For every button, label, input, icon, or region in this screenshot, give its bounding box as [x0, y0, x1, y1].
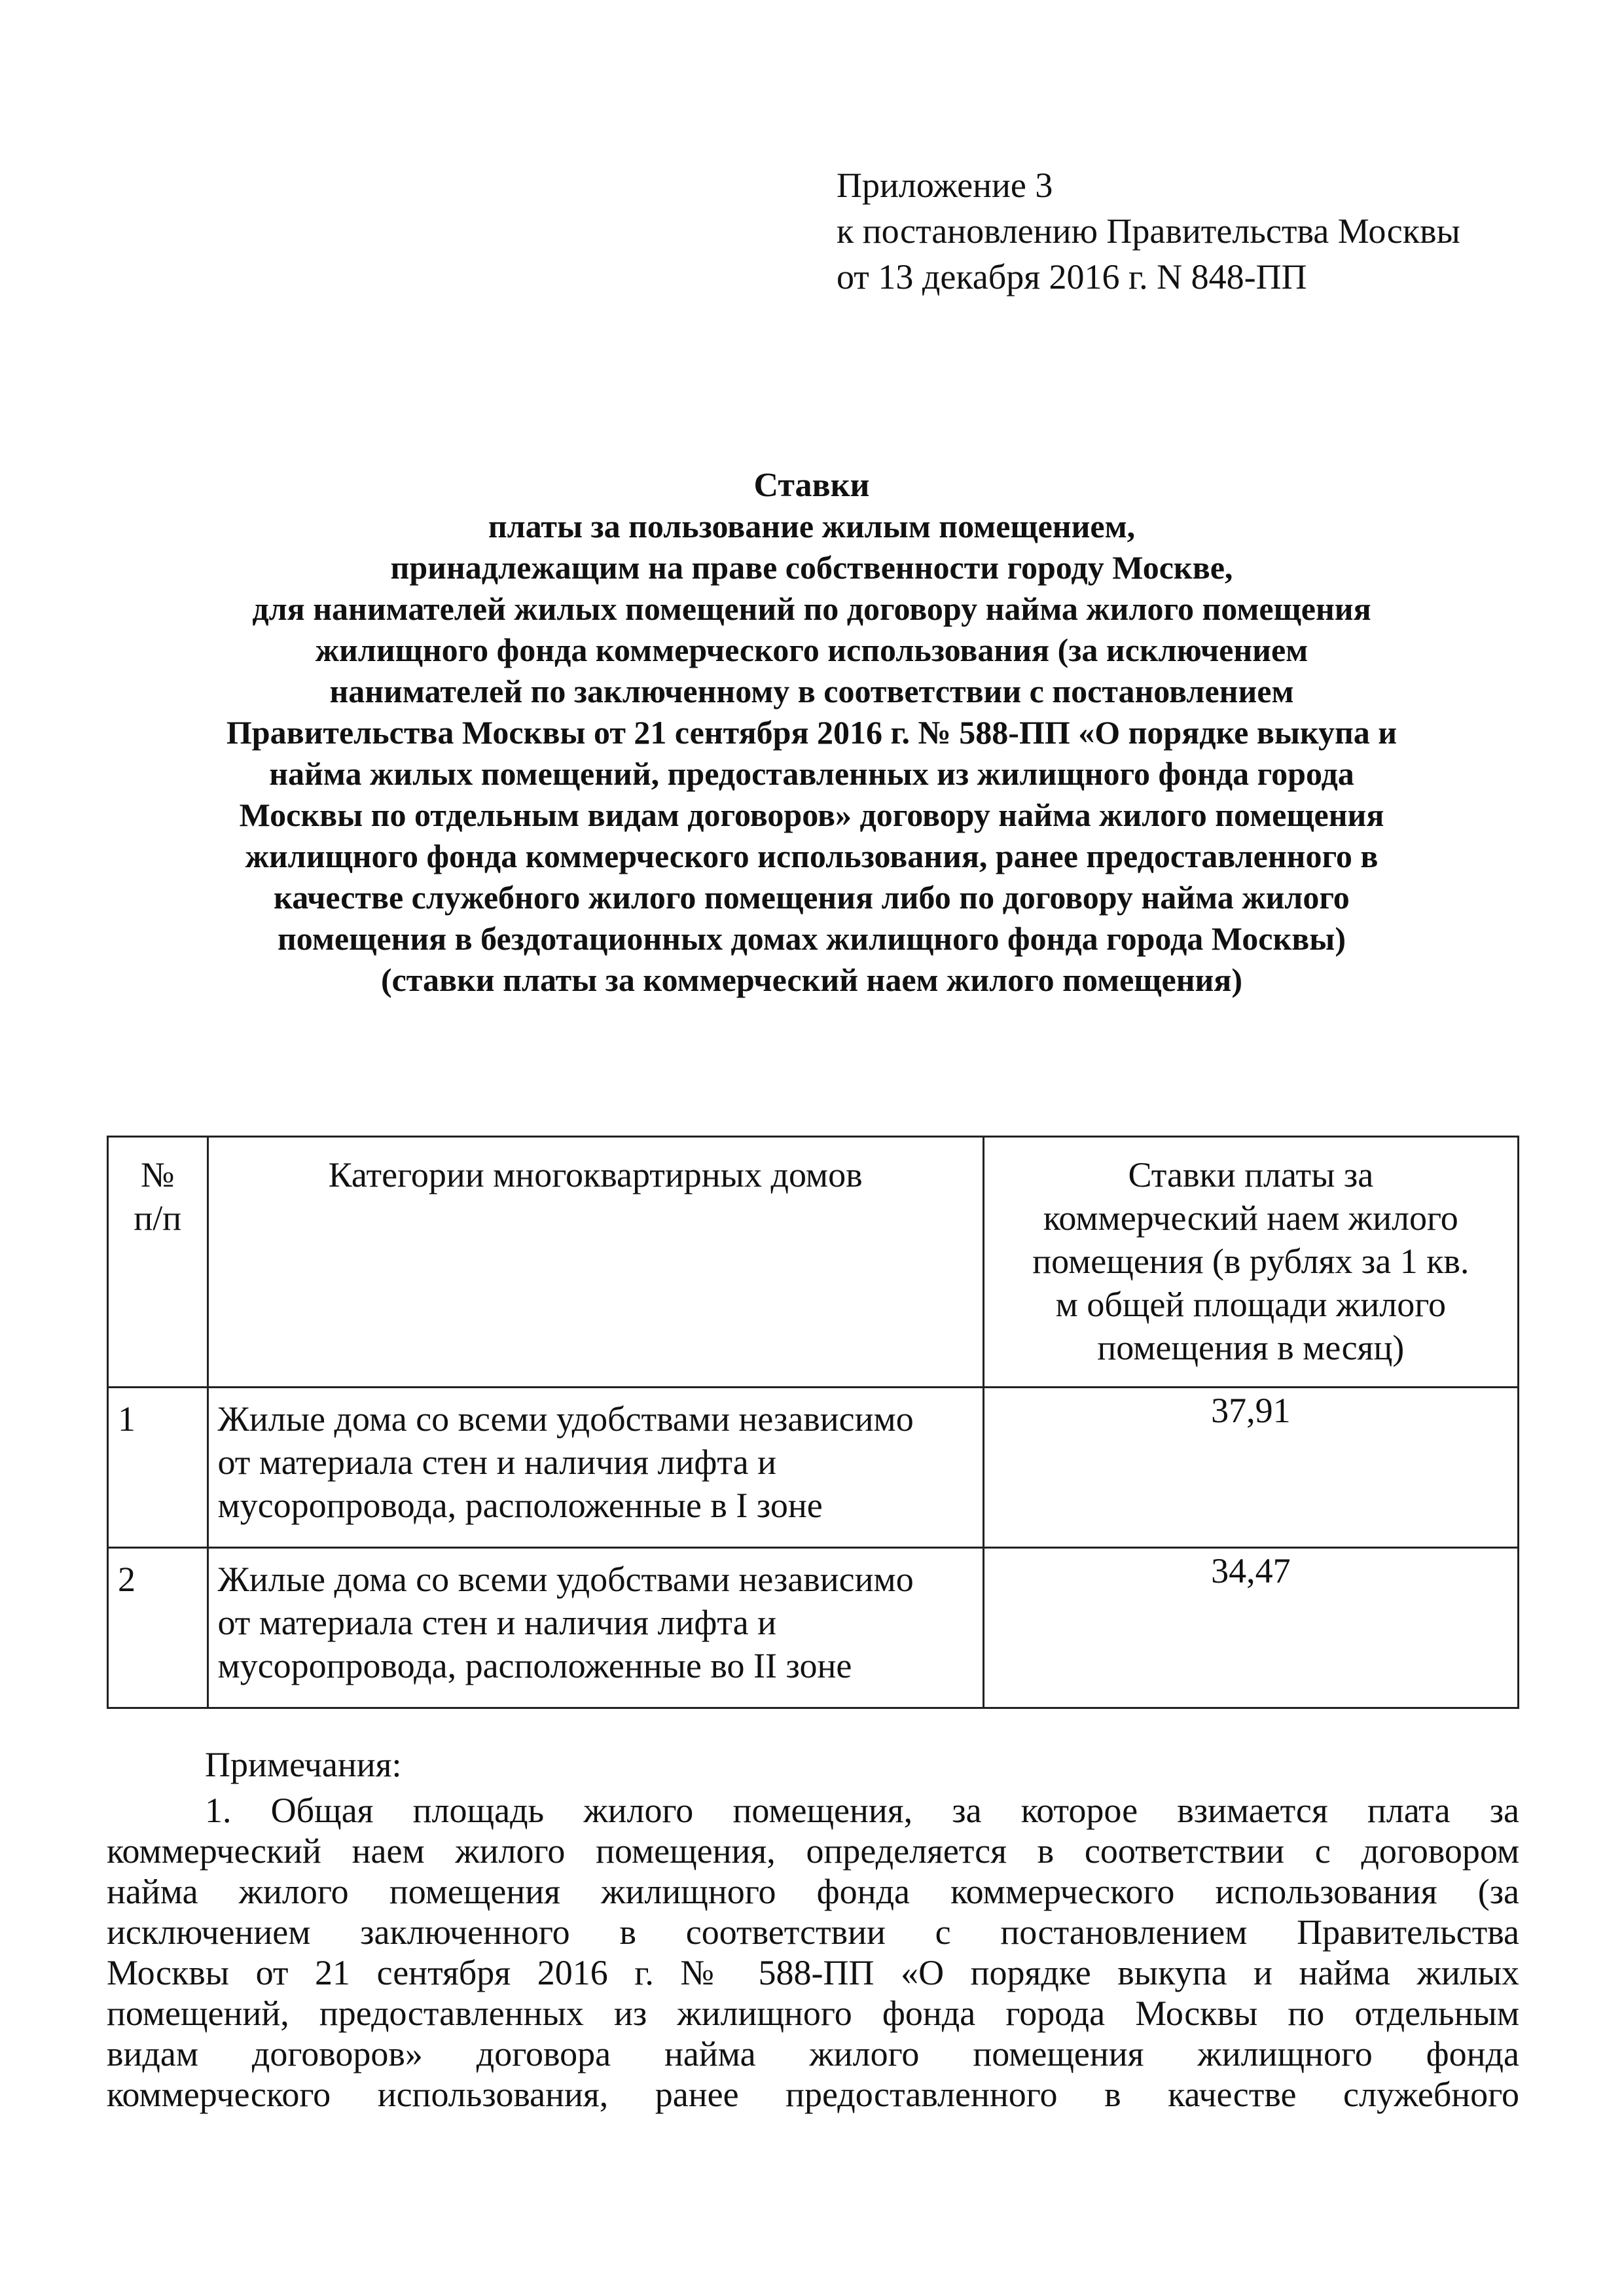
- appendix-line-2: к постановлению Правительства Москвы: [837, 211, 1460, 251]
- row-category-line: Жилые дома со всеми удобствами независимо: [217, 1399, 914, 1439]
- notes-title: Примечания:: [205, 1745, 402, 1784]
- table-row: [108, 1388, 1519, 1548]
- header-num: [108, 1137, 208, 1388]
- title-line: жилищного фонда коммерческого использования (за исключением: [315, 632, 1308, 668]
- title-line: нанимателей по заключенному в соответствии с постановлением: [329, 673, 1294, 709]
- notes-line: видам договоров» договора найма жилого помещения жилищного фонда: [107, 2034, 1519, 2073]
- title-line: для нанимателей жилых помещений по договору найма жилого помещения: [252, 590, 1371, 627]
- header-rate-line: Ставки платы за: [1128, 1155, 1374, 1194]
- table-header-row: [108, 1137, 1519, 1388]
- title-line: (ставки платы за коммерческий наем жилого помещения): [380, 961, 1243, 998]
- appendix-header: [837, 162, 1460, 300]
- row-rate: 37,91: [983, 1388, 1518, 1548]
- header-category-text: Категории многоквартирных домов: [328, 1155, 863, 1194]
- title-line: найма жилых помещений, предоставленных из жилищного фонда города: [269, 755, 1354, 792]
- notes-line: 1. Общая площадь жилого помещения, за которое взимается плата за: [205, 1791, 1519, 1830]
- row-rate: 34,47: [983, 1548, 1518, 1708]
- header-category: [208, 1137, 983, 1388]
- row-category: [208, 1548, 983, 1708]
- notes-line: исключением заключенного в соответствии с постановлением Правительства: [107, 1912, 1519, 1952]
- row-category: [208, 1388, 983, 1548]
- row-category-line: мусоропровода, расположенные во II зоне: [217, 1646, 852, 1685]
- header-rate-line: помещения (в рублях за 1 кв.: [1032, 1242, 1470, 1281]
- document-title: [98, 465, 1525, 1001]
- title-heading: Ставки: [753, 467, 870, 504]
- title-line: принадлежащим на праве собственности городу Москве,: [390, 549, 1233, 586]
- row-category-line: от материала стен и наличия лифта и: [217, 1443, 776, 1482]
- title-line: Правительства Москвы от 21 сентября 2016 г. № 588-ПП «О порядке выкупа и: [226, 714, 1398, 751]
- header-num-line: п/п: [134, 1198, 182, 1238]
- rates-table: [107, 1136, 1519, 1709]
- header-rate-line: помещения в месяц): [1097, 1328, 1405, 1367]
- notes-line: коммерческий наем жилого помещения, определяется в соответствии с договором: [107, 1831, 1519, 1871]
- row-num: 1: [108, 1388, 208, 1548]
- header-num-line: №: [140, 1155, 175, 1194]
- title-line: платы за пользование жилым помещением,: [488, 508, 1136, 545]
- title-line: качестве служебного жилого помещения либо по договору найма жилого: [274, 879, 1350, 916]
- title-line: Москвы по отдельным видам договоров» договору найма жилого помещения: [239, 797, 1384, 833]
- header-rate: [983, 1137, 1518, 1388]
- header-rate-line: коммерческий наем жилого: [1043, 1198, 1458, 1238]
- notes-line: Москвы от 21 сентября 2016 г. № 588-ПП «О порядке выкупа и найма жилых: [107, 1953, 1519, 1992]
- appendix-line-1: Приложение 3: [837, 166, 1053, 205]
- row-category-line: мусоропровода, расположенные в I зоне: [217, 1486, 823, 1525]
- notes-section: [107, 1744, 1519, 2115]
- table-row: [108, 1548, 1519, 1708]
- row-num: 2: [108, 1548, 208, 1708]
- appendix-line-3: от 13 декабря 2016 г. N 848-ПП: [837, 257, 1307, 296]
- notes-line: помещений, предоставленных из жилищного фонда города Москвы по отдельным: [107, 1994, 1519, 2033]
- row-category-line: Жилые дома со всеми удобствами независимо: [217, 1560, 914, 1599]
- header-rate-line: м общей площади жилого: [1055, 1285, 1446, 1324]
- title-line: жилищного фонда коммерческого использования, ранее предоставленного в: [245, 838, 1379, 874]
- row-category-line: от материала стен и наличия лифта и: [217, 1603, 776, 1642]
- notes-line: коммерческого использования, ранее предоставленного в качестве служебного: [107, 2075, 1519, 2114]
- notes-line: найма жилого помещения жилищного фонда коммерческого использования (за: [107, 1872, 1519, 1911]
- title-line: помещения в бездотационных домах жилищного фонда города Москвы): [278, 920, 1346, 957]
